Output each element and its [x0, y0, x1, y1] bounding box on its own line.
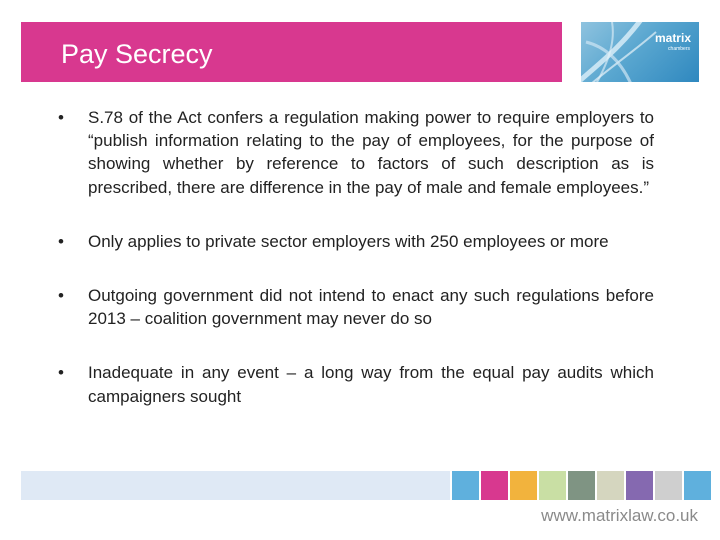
- color-band-segment: [597, 471, 624, 500]
- bullet-item: [58, 106, 654, 199]
- color-band-segment: [452, 471, 479, 500]
- logo-wordmark: matrix: [654, 31, 691, 45]
- color-band-segment: [539, 471, 566, 500]
- color-band-segment: [626, 471, 653, 500]
- bullet-marker: •: [58, 108, 64, 127]
- bullet-text: S.78 of the Act confers a regulation making power to require employers to “publish information relating to the pay of employees, for the purpose of showing whether by reference to factors of such description as is prescribed, there are difference in the pay of male and female employees.”: [88, 108, 654, 197]
- bullet-text: Inadequate in any event – a long way from the equal pay audits which campaigners sought: [88, 363, 654, 406]
- color-band-segment: [481, 471, 508, 500]
- title-bar: [21, 22, 562, 82]
- color-band-segment: [21, 471, 450, 500]
- color-band-segment: [655, 471, 682, 500]
- bullet-text: Only applies to private sector employers with 250 employees or more: [88, 231, 609, 251]
- bullet-text: Outgoing government did not intend to enact any such regulations before 2013 – coalition government may never do so: [88, 286, 654, 329]
- color-band-segment: [684, 471, 711, 500]
- color-band-segment: [510, 471, 537, 500]
- color-band: [21, 471, 711, 500]
- color-band-segment: [568, 471, 595, 500]
- logo-subtitle: chambers: [668, 46, 690, 52]
- bullet-marker: •: [58, 363, 64, 383]
- website-url: www.matrixlaw.co.uk: [541, 506, 698, 525]
- matrix-logo: [581, 22, 699, 82]
- page-title: Pay Secrecy: [61, 39, 213, 69]
- bullet-item: [58, 361, 654, 407]
- bullet-marker: •: [58, 231, 64, 251]
- bullet-item: [58, 230, 654, 253]
- bullet-marker: •: [58, 286, 64, 306]
- bullet-item: [58, 284, 654, 330]
- bullet-list: [58, 106, 654, 439]
